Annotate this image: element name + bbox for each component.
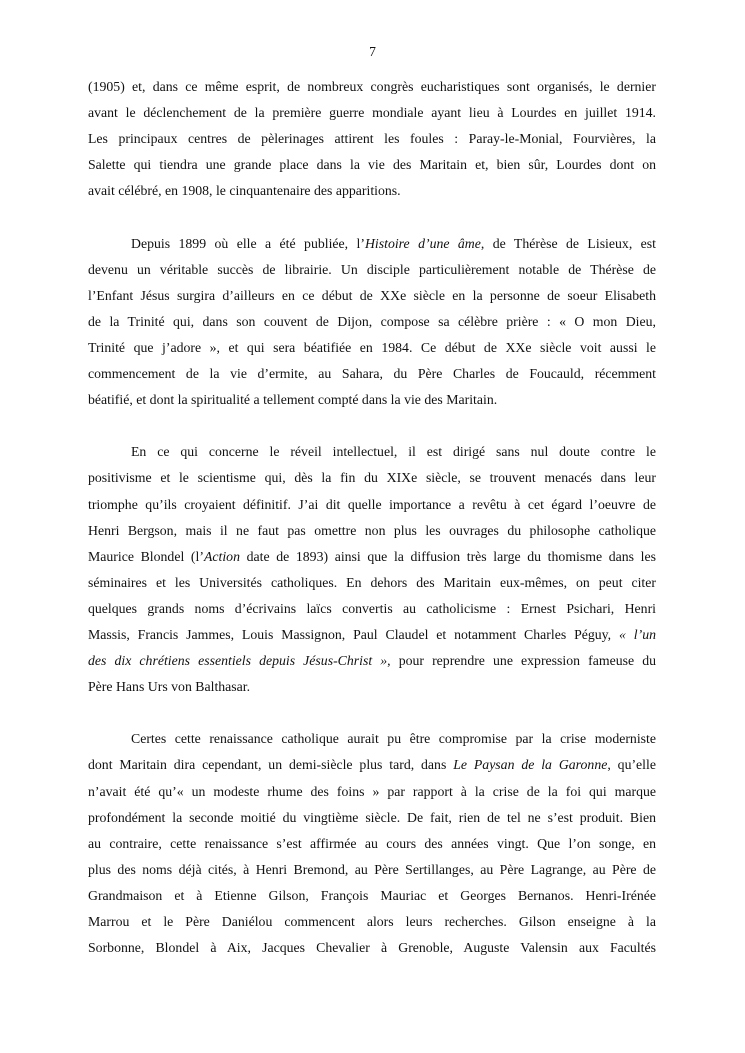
text-line: avait célébré, en 1908, le cinquantenaire des apparitions. (88, 183, 401, 199)
text-line: Les principaux centres de pèlerinages attirent les foules : Paray-le-Monial, Fourvières, la (88, 131, 656, 147)
text-run: date de 1893) ainsi que la diffusion très large du thomisme dans les (239, 548, 656, 564)
text-line: n’avait été qu’« un modeste rhume des foins » par rapport à la crise de la foi qui marque (88, 783, 656, 799)
paragraph-3 (88, 439, 656, 700)
paragraph-2 (88, 231, 656, 414)
text-line: avant le déclenchement de la première guerre mondiale ayant lieu à Lourdes en juillet 1914. (88, 105, 656, 121)
text-line: au contraire, cette renaissance s’est affirmée au cours des années vingt. Que l’on songe, en (88, 835, 656, 851)
text-line (88, 439, 656, 465)
paragraph-1 (88, 74, 656, 204)
text-run: Certes cette renaissance catholique aurait pu être compromise par la crise moderniste (131, 731, 656, 747)
text-line: Henri Bergson, mais il ne faut pas omettre non plus les ouvrages du philosophe catholique (88, 522, 656, 538)
text-line: quelques grands noms d’écrivains laïcs convertis au catholicisme : Ernest Psichari, Henri (88, 600, 656, 616)
text-line (88, 544, 656, 570)
text-run: , qu’elle (607, 757, 656, 773)
text-line: Grandmaison et à Etienne Gilson, François Mauriac et Georges Bernanos. Henri-Irénée (88, 887, 656, 903)
paragraph-4 (88, 726, 656, 961)
text-line: l’Enfant Jésus surgira d’ailleurs en ce début de XXe siècle en la personne de soeur Elisabeth (88, 287, 656, 303)
text-line: Trinité que j’adore », et qui sera béatifiée en 1984. Ce début de XXe siècle voit aussi le (88, 339, 656, 355)
text-line (88, 231, 656, 257)
text-line: Salette qui tiendra une grande place dans la vie des Maritain et, bien sûr, Lourdes dont on (88, 157, 656, 173)
text-run: dont Maritain dira cependant, un demi-siècle plus tard, dans (88, 757, 454, 773)
text-line (88, 648, 656, 674)
text-line: positivisme et le scientisme qui, dès la fin du XIXe siècle, se trouvent menacés dans leur (88, 470, 656, 486)
text-line: béatifié, et dont la spiritualité a tellement compté dans la vie des Maritain. (88, 392, 498, 408)
text-run: , de Thérèse de Lisieux, est (480, 235, 657, 251)
text-line: devenu un véritable succès de librairie. Un disciple particulièrement notable de Thérèse de (88, 261, 656, 277)
quotation: des dix chrétiens essentiels depuis Jésus-Christ » (88, 653, 388, 669)
text-line (88, 752, 656, 778)
body-text (88, 74, 656, 987)
text-line: séminaires et les Universités catholiques. En dehors des Maritain eux-mêmes, on peut citer (88, 574, 656, 590)
text-line: commencement de la vie d’ermite, au Sahara, du Père Charles de Foucauld, récemment (88, 366, 656, 382)
text-run: Maurice Blondel (l’ (88, 548, 204, 564)
quotation: « l’un (619, 626, 656, 642)
text-run: Massis, Francis Jammes, Louis Massignon, Paul Claudel et notamment Charles Péguy, (88, 626, 619, 642)
text-line: Père Hans Urs von Balthasar. (88, 679, 251, 695)
text-line: triomphe qu’ils croyaient définitif. J’ai dit quelle importance a revêtu à cet égard l’oeuvre de (88, 496, 656, 512)
text-run: , pour reprendre une expression fameuse du (387, 653, 656, 669)
text-line: plus des noms déjà cités, à Henri Bremond, au Père Sertillanges, au Père Lagrange, au Père de (88, 861, 656, 877)
page-number: 7 (369, 44, 376, 59)
text-run: Depuis 1899 où elle a été publiée, l’ (131, 235, 365, 251)
text-line (88, 622, 656, 648)
text-line: (1905) et, dans ce même esprit, de nombreux congrès eucharistiques sont organisés, le dernier (88, 79, 656, 94)
text-line: Sorbonne, Blondel à Aix, Jacques Chevalier à Grenoble, Auguste Valensin aux Facultés (88, 940, 656, 956)
text-line: de la Trinité qui, dans son couvent de Dijon, compose sa célèbre prière : « O mon Dieu, (88, 313, 656, 329)
book-title: Le Paysan de la Garonne (453, 757, 608, 773)
book-title: Action (203, 548, 240, 564)
text-run: En ce qui concerne le réveil intellectuel, il est dirigé sans nul doute contre le (131, 444, 656, 460)
book-title: Histoire d’une âme (364, 235, 481, 251)
text-line: profondément la seconde moitié du vingtième siècle. De fait, rien de tel ne s’est produit. Bien (88, 809, 656, 825)
text-line (88, 726, 656, 752)
text-line: Marrou et le Père Daniélou commencent alors leurs recherches. Gilson enseigne à la (88, 914, 656, 929)
